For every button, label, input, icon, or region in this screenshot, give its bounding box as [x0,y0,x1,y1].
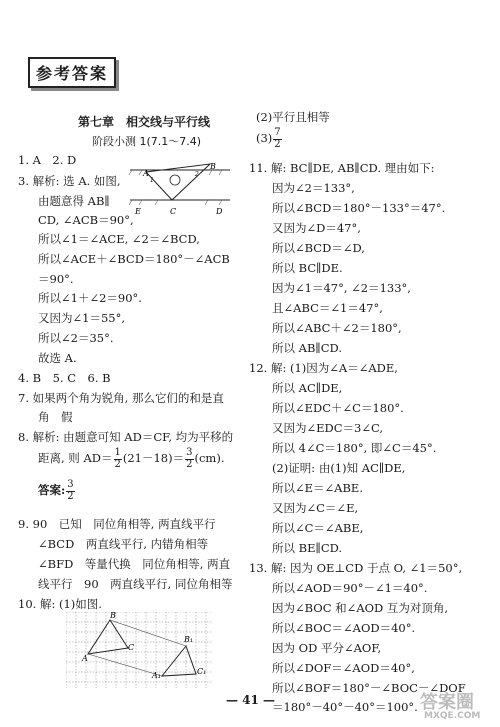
fig3-label-c: C [170,207,177,216]
answer-11-line8: 且∠ABC＝∠1＝47°, [272,301,383,315]
watermark-url: MXQE.COM [424,711,481,721]
answer-13-line3: 因为∠BOC 和∠AOD 互为对顶角, [272,601,449,615]
answer-8-text-b: (21－18)＝ [122,451,185,465]
fig3-label-d: D [216,207,223,216]
answer-10-part3-label: (3) [256,131,273,145]
fraction-num: 3 [186,447,193,458]
fig3-label-e: E [135,207,141,216]
quiz-title: 阶段小测 1(7.1～7.4) [92,135,202,148]
answer-12-line9: 所以∠C＝∠ABE, [272,521,364,535]
answer-8-result [38,480,76,502]
answer-12-line6: (2)证明: 由(1)知 AC∥DE, [272,461,406,475]
answer-12-line1: 12. 解: (1)因为∠A＝∠ADE, [249,361,398,375]
answer-12-line5: 所以 4∠C＝180°, 即∠C＝45°. [272,441,437,455]
fig10-label-a: A [82,654,88,663]
answer-8-line1: 8. 解析: 由题意可知 AD＝CF, 均为平移的 [18,430,234,444]
fig10-label-a1: A₁ [152,671,161,680]
answer-11-line3: 所以∠BCD＝180°－133°＝47°. [272,201,446,215]
answer-3-line10: 故选 A. [38,351,77,365]
answer-10-part3 [256,128,283,150]
answer-3-intro [18,173,121,189]
fraction-num: 3 [67,479,74,490]
answer-9-line1: 9. 90 已知 同位角相等, 两直线平行 [18,517,216,531]
fig10-label-c: C [128,643,135,652]
answer-3-line9: 所以∠2＝35°. [38,331,114,345]
answer-11-line6: 所以 BC∥DE. [272,261,343,275]
answer-13-line7: 所以∠BOF＝180°－∠BOC－∠DOF [272,681,466,695]
answer-3-line7: 所以∠1＋∠2＝90°. [38,291,142,305]
page-number: — 41 — [226,693,276,707]
answer-3-line6: ＝90°. [38,272,74,286]
answer-1-2: 1. A 2. D [18,153,77,167]
answer-9-line3: ∠BFD 等量代换 同位角相等, 两直 [38,557,231,571]
answer-8-line2 [38,448,224,470]
fraction-seven-half [273,128,281,150]
fig3-label-a: A [143,169,149,178]
answer-11-line5: 所以∠BCD＝∠D, [272,241,365,255]
answer-13-line8: ＝180°－40°－40°＝100°. [272,700,418,714]
fraction-num: 7 [274,127,281,138]
answer-3-line8: 又因为∠1＝55°, [38,311,125,325]
answer-label: 答案: [38,483,66,497]
answer-10-line1: 10. 解: (1)如图. [18,597,102,611]
answer-13-line4: 所以∠BOC＝∠AOD＝40°. [272,621,416,635]
fraction-three-half [66,480,74,502]
fig3-label-2: 2 [195,171,199,178]
answer-8-text-c: (cm). [194,451,225,465]
answer-4-6: 4. B 5. C 6. B [18,371,111,385]
fig10-label-b: B [110,612,116,620]
answer-12-line8: 又因为∠C＝∠E, [272,501,359,515]
fraction-three-half [185,448,193,470]
answer-13-line2: 所以∠AOD＝90°－∠1＝40°. [272,581,428,595]
answer-11-line4: 又因为∠D＝47°, [272,221,361,235]
answer-13-line5: 因为 OD 平分∠AOF, [272,641,382,655]
answer-10-part2: (2)平行且相等 [256,110,330,124]
answer-12-line3: 所以∠EDC＋∠C＝180°. [272,401,404,415]
answer-7-line2: 角 假 [38,410,73,424]
watermark-logo: 答案圈 [420,692,474,713]
fig10-label-b1: B₁ [184,635,194,644]
answer-13-line6: 所以∠DOF＝∠AOD＝40°, [272,661,415,675]
section-title: 参考答案 [28,57,116,88]
answer-9-line2: ∠BCD 两直线平行, 内错角相等 [38,537,209,551]
answer-7-line1: 7. 如果两个角为锐角, 那么它们的和是直 [18,391,224,405]
fig10-label-c1: C₁ [197,667,207,676]
chapter-title: 第七章 相交线与平行线 [78,115,211,129]
fig3-label-1: 1 [150,177,154,184]
answer-11-line9: 所以∠ABC＋∠2＝180°, [272,321,402,335]
fraction-half [114,448,122,470]
fig3-label-b: B [210,162,216,171]
answer-3-line5: 所以∠ACE＋∠BCD＝180°－∠ACB [38,252,230,266]
answer-11-line1: 11. 解: BC∥DE, AB∥CD. 理由如下: [249,161,435,175]
answer-11-line7: 因为∠1＝47°, ∠2＝133°, [272,281,411,295]
answer-9-line4: 线平行 90 两直线平行, 同位角相等 [38,577,233,591]
answer-13-line1: 13. 解: 因为 OE⊥CD 于点 O, ∠1＝50°, [249,561,463,575]
answer-3-line2: 由题意得 AB∥ [38,194,110,208]
answer-12-line10: 所以 BE∥CD. [272,541,343,555]
fraction-den: 2 [67,490,74,502]
fraction-den: 2 [274,138,281,150]
answer-12-line7: 所以∠E＝∠ABE. [272,481,363,495]
answer-12-line4: 又因为∠EDC＝3∠C, [272,421,384,435]
answer-12-line2: 所以 AC∥DE, [272,381,343,395]
answer-8-text-a: 距离, 则 AD＝ [38,451,113,465]
figure-10-grid [66,612,212,688]
figure-3 [128,158,232,220]
fraction-den: 2 [114,458,121,470]
fraction-num: 1 [114,447,121,458]
fraction-den: 2 [186,458,193,470]
answer-3-line4: 所以∠1＝∠ACE, ∠2＝∠BCD, [38,232,200,246]
answer-3-line3: CD, ∠ACB＝90°, [38,213,134,227]
answer-11-line10: 所以 AB∥CD. [272,341,342,355]
answer-3-line1: 3. 解析: 选 A. 如图, [18,174,121,188]
answer-11-line2: 因为∠2＝133°, [272,181,355,195]
